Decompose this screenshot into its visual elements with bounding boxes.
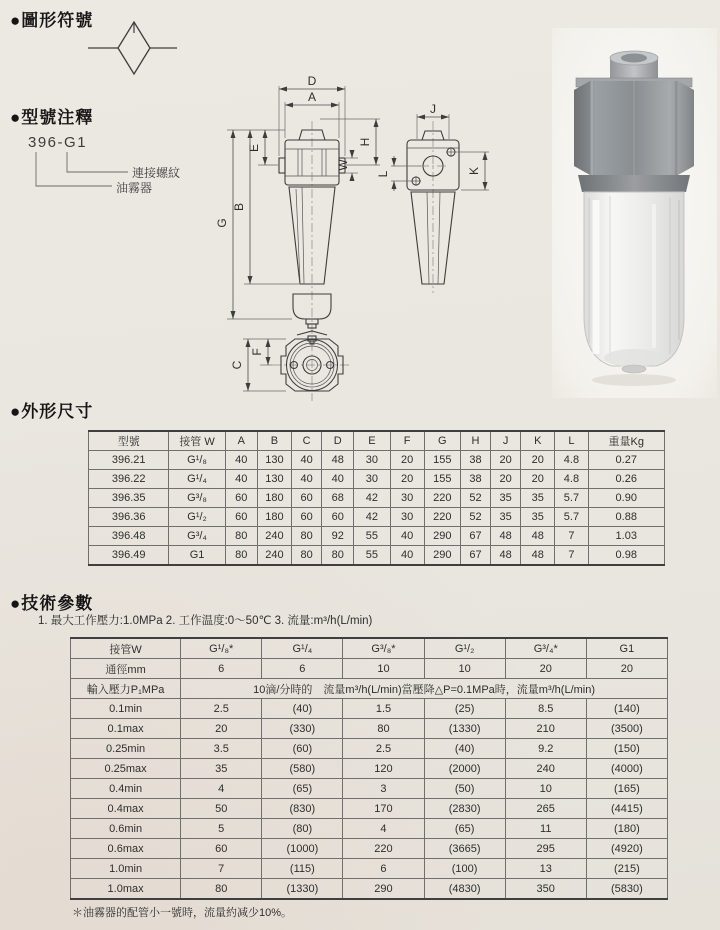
table-cell: (80): [262, 819, 343, 839]
table-cell: 220: [343, 839, 424, 859]
table-cell: 20: [491, 470, 521, 489]
table-cell: 2.5: [181, 699, 262, 719]
table-cell: 10: [343, 659, 424, 679]
table-cell: 20: [390, 470, 424, 489]
table-cell: 42: [354, 508, 390, 527]
table-cell: (40): [262, 699, 343, 719]
table-cell: 9.2: [505, 739, 586, 759]
table-cell: 396.21: [89, 451, 169, 470]
table-cell: 5.7: [555, 508, 588, 527]
table-cell: 6: [181, 659, 262, 679]
table-cell: 1.03: [588, 527, 664, 546]
table-cell: 7: [181, 859, 262, 879]
table-cell: 220: [424, 508, 460, 527]
table-row: [71, 699, 668, 719]
table-cell: 0.25min: [71, 739, 181, 759]
table-cell: (4920): [586, 839, 667, 859]
table-row: [89, 489, 665, 508]
table-cell: 396.49: [89, 546, 169, 566]
table-cell: 4.8: [555, 470, 588, 489]
table-cell: 4: [343, 819, 424, 839]
table-cell: 30: [354, 470, 390, 489]
table-row: [89, 470, 665, 489]
table-cell: 80: [292, 546, 322, 566]
table-cell: 0.98: [588, 546, 664, 566]
table-cell: 50: [181, 799, 262, 819]
table-cell: (330): [262, 719, 343, 739]
section-title-graphic-symbol: ●圖形符號: [10, 11, 94, 30]
table-cell: G³/₈: [169, 489, 225, 508]
table-cell: 3: [343, 779, 424, 799]
table-cell: 68: [322, 489, 354, 508]
table-cell: 13: [505, 859, 586, 879]
table-cell: 290: [424, 527, 460, 546]
table-cell: 10: [424, 659, 505, 679]
table-cell: (2830): [424, 799, 505, 819]
table-cell: (215): [586, 859, 667, 879]
table-cell: 10: [505, 779, 586, 799]
table-cell: 80: [181, 879, 262, 900]
table-cell: 7: [555, 546, 588, 566]
table-cell: (40): [424, 739, 505, 759]
table-cell: F: [390, 431, 424, 451]
table-cell: 0.1max: [71, 719, 181, 739]
table-cell: 型號: [89, 431, 169, 451]
model-code: 396-G1: [28, 134, 88, 151]
dim-label-G: G: [215, 218, 229, 228]
table-cell: (4415): [586, 799, 667, 819]
dim-label-K: K: [467, 166, 481, 176]
table-row: [89, 508, 665, 527]
table-cell: 6: [343, 859, 424, 879]
dim-label-A: A: [307, 90, 317, 104]
table-cell: 20: [491, 451, 521, 470]
table-cell: 350: [505, 879, 586, 900]
table-cell: 38: [460, 451, 490, 470]
table-cell: 35: [181, 759, 262, 779]
table-cell: (1000): [262, 839, 343, 859]
flow-condition-cell: 10滴/分時的 流量m³/h(L/min)當壓降△P=0.1MPa時，流量m³/h(L/min): [181, 679, 668, 699]
table-cell: J: [491, 431, 521, 451]
table-cell: 0.26: [588, 470, 664, 489]
callout-connection-thread: 連接螺紋: [132, 166, 181, 180]
table-row: [71, 759, 668, 779]
product-photo: [552, 28, 717, 398]
table-cell: 120: [343, 759, 424, 779]
table-cell: 130: [257, 451, 291, 470]
table-cell: (150): [586, 739, 667, 759]
table-cell: 48: [322, 451, 354, 470]
table-cell: 35: [521, 489, 555, 508]
table-cell: 80: [225, 527, 257, 546]
table-cell: 5: [181, 819, 262, 839]
table-cell: 0.90: [588, 489, 664, 508]
table-cell: 7: [555, 527, 588, 546]
table-cell: G¹/₂: [424, 638, 505, 659]
table-cell: 20: [521, 451, 555, 470]
table-cell: (65): [424, 819, 505, 839]
table-cell: 0.25max: [71, 759, 181, 779]
table-cell: 290: [343, 879, 424, 900]
table-cell: 60: [225, 508, 257, 527]
table-cell: 60: [181, 839, 262, 859]
dim-label-J: J: [430, 102, 436, 116]
callout-lubricator: 油霧器: [116, 181, 153, 195]
table-cell: 240: [505, 759, 586, 779]
table-cell: 48: [521, 527, 555, 546]
table-cell: 52: [460, 508, 490, 527]
table-cell: 60: [292, 508, 322, 527]
table-cell: G³/₄*: [505, 638, 586, 659]
table-row: [71, 739, 668, 759]
table-cell: (165): [586, 779, 667, 799]
table-cell: (100): [424, 859, 505, 879]
table-cell: 48: [491, 546, 521, 566]
table-cell: 130: [257, 470, 291, 489]
table-cell: (4830): [424, 879, 505, 900]
dim-label-D: D: [307, 74, 317, 88]
table-cell: 30: [390, 489, 424, 508]
table-cell: 30: [390, 508, 424, 527]
table-cell: 3.5: [181, 739, 262, 759]
table-cell: 80: [225, 546, 257, 566]
table-row: [89, 546, 665, 566]
table-cell: 0.4max: [71, 799, 181, 819]
table-cell: 40: [225, 470, 257, 489]
table-cell: 80: [343, 719, 424, 739]
table-cell: (65): [262, 779, 343, 799]
table-cell: (580): [262, 759, 343, 779]
dim-label-W: W: [336, 159, 350, 171]
table-cell: 240: [257, 546, 291, 566]
dim-label-C: C: [230, 360, 244, 370]
table-cell: 396.48: [89, 527, 169, 546]
table-header-row: [89, 431, 665, 451]
table-cell: (25): [424, 699, 505, 719]
table-cell: G1: [586, 638, 667, 659]
dim-label-B: B: [232, 202, 246, 212]
table-cell: G³/₈*: [343, 638, 424, 659]
table-cell: (2000): [424, 759, 505, 779]
table-cell: 30: [354, 451, 390, 470]
section-title-outline-dimensions: ●外形尺寸: [10, 402, 94, 421]
table-cell: 396.36: [89, 508, 169, 527]
row-label-bore: 通徑mm: [71, 659, 181, 679]
table-cell: (3500): [586, 719, 667, 739]
table-cell: 40: [292, 470, 322, 489]
dim-label-F: F: [250, 348, 264, 356]
table-row: [71, 679, 668, 699]
table-cell: 92: [322, 527, 354, 546]
table-cell: 8.5: [505, 699, 586, 719]
table-cell: 20: [505, 659, 586, 679]
table-cell: L: [555, 431, 588, 451]
table-cell: (4000): [586, 759, 667, 779]
table-cell: 4: [181, 779, 262, 799]
table-cell: G¹/₂: [169, 508, 225, 527]
table-cell: 80: [292, 527, 322, 546]
table-row: [89, 451, 665, 470]
table-cell: G: [424, 431, 460, 451]
dim-label-H: H: [358, 137, 372, 147]
table-cell: 35: [521, 508, 555, 527]
table-cell: 295: [505, 839, 586, 859]
table-cell: (3665): [424, 839, 505, 859]
table-cell: 0.88: [588, 508, 664, 527]
table-cell: 155: [424, 451, 460, 470]
table-cell: 2.5: [343, 739, 424, 759]
table-cell: 4.8: [555, 451, 588, 470]
table-cell: 52: [460, 489, 490, 508]
dim-label-E: E: [247, 143, 261, 153]
table-row: [71, 819, 668, 839]
table-cell: 290: [424, 546, 460, 566]
table-cell: 40: [322, 470, 354, 489]
max-pressure-temp-flow-note: 1. 最大工作壓力:1.0MPa 2. 工作温度:0～50℃ 3. 流量:m³/h(L/min): [38, 615, 373, 627]
table-cell: 265: [505, 799, 586, 819]
section-title-technical-parameters: ●技術參數: [10, 594, 94, 613]
table-cell: 0.6max: [71, 839, 181, 859]
table-cell: 1.0min: [71, 859, 181, 879]
table-row: [71, 879, 668, 900]
table-cell: 35: [491, 489, 521, 508]
row-label-pipe-thread: 接管W: [71, 638, 181, 659]
table-cell: (180): [586, 819, 667, 839]
table-cell: 0.1min: [71, 699, 181, 719]
table-cell: 接管 W: [169, 431, 225, 451]
table-cell: 220: [424, 489, 460, 508]
table-cell: 170: [343, 799, 424, 819]
table-cell: 6: [262, 659, 343, 679]
table-cell: 40: [292, 451, 322, 470]
table-cell: 0.4min: [71, 779, 181, 799]
table-cell: 1.0max: [71, 879, 181, 900]
table-cell: 0.6min: [71, 819, 181, 839]
table-cell: (1330): [262, 879, 343, 900]
table-row: [71, 719, 668, 739]
table-cell: 67: [460, 527, 490, 546]
table-cell: 396.22: [89, 470, 169, 489]
table-cell: 重量Kg: [588, 431, 664, 451]
table-row: [71, 839, 668, 859]
table-cell: 396.35: [89, 489, 169, 508]
row-label-input-pressure: 輸入壓力P₁MPa: [71, 679, 181, 699]
table-cell: 40: [225, 451, 257, 470]
table-cell: H: [460, 431, 490, 451]
table-cell: G³/₄: [169, 527, 225, 546]
table-cell: G¹/₄: [262, 638, 343, 659]
table-header-row: [71, 638, 668, 659]
flow-reduction-footnote: ＊油霧器的配管小一號時，流量約减少10%。: [72, 907, 293, 919]
table-cell: 180: [257, 508, 291, 527]
table-cell: 60: [292, 489, 322, 508]
table-cell: 55: [354, 527, 390, 546]
lubricator-symbol-icon: [85, 18, 180, 78]
table-cell: D: [322, 431, 354, 451]
table-cell: G¹/₈*: [181, 638, 262, 659]
outline-dimensions-table: [88, 430, 665, 566]
table-cell: 20: [586, 659, 667, 679]
table-cell: 155: [424, 470, 460, 489]
table-cell: E: [354, 431, 390, 451]
dim-label-L: L: [376, 170, 390, 178]
section-title-model-notes: ●型號注釋: [10, 108, 94, 127]
table-cell: 240: [257, 527, 291, 546]
table-cell: K: [521, 431, 555, 451]
table-cell: (60): [262, 739, 343, 759]
table-cell: 42: [354, 489, 390, 508]
dimension-drawing: [200, 55, 535, 405]
table-row: [71, 779, 668, 799]
technical-parameters-table: [70, 637, 668, 900]
table-cell: B: [257, 431, 291, 451]
table-row: [71, 859, 668, 879]
table-cell: (830): [262, 799, 343, 819]
table-cell: 210: [505, 719, 586, 739]
table-cell: 0.27: [588, 451, 664, 470]
table-row: [89, 527, 665, 546]
table-cell: 48: [491, 527, 521, 546]
table-cell: G¹/₈: [169, 451, 225, 470]
table-cell: 67: [460, 546, 490, 566]
table-cell: 40: [390, 546, 424, 566]
table-cell: 5.7: [555, 489, 588, 508]
table-cell: A: [225, 431, 257, 451]
table-cell: 80: [322, 546, 354, 566]
table-cell: (140): [586, 699, 667, 719]
table-cell: 20: [181, 719, 262, 739]
table-cell: G1: [169, 546, 225, 566]
table-cell: 38: [460, 470, 490, 489]
table-cell: 60: [322, 508, 354, 527]
table-cell: 48: [521, 546, 555, 566]
table-cell: 60: [225, 489, 257, 508]
table-cell: C: [292, 431, 322, 451]
table-cell: 20: [390, 451, 424, 470]
table-cell: 35: [491, 508, 521, 527]
table-cell: (115): [262, 859, 343, 879]
table-row: [71, 659, 668, 679]
table-cell: G¹/₄: [169, 470, 225, 489]
table-cell: (50): [424, 779, 505, 799]
table-row: [71, 799, 668, 819]
table-cell: (5830): [586, 879, 667, 900]
table-cell: 20: [521, 470, 555, 489]
table-cell: 180: [257, 489, 291, 508]
table-cell: 40: [390, 527, 424, 546]
table-cell: 55: [354, 546, 390, 566]
table-cell: 1.5: [343, 699, 424, 719]
table-cell: (1330): [424, 719, 505, 739]
table-cell: 11: [505, 819, 586, 839]
